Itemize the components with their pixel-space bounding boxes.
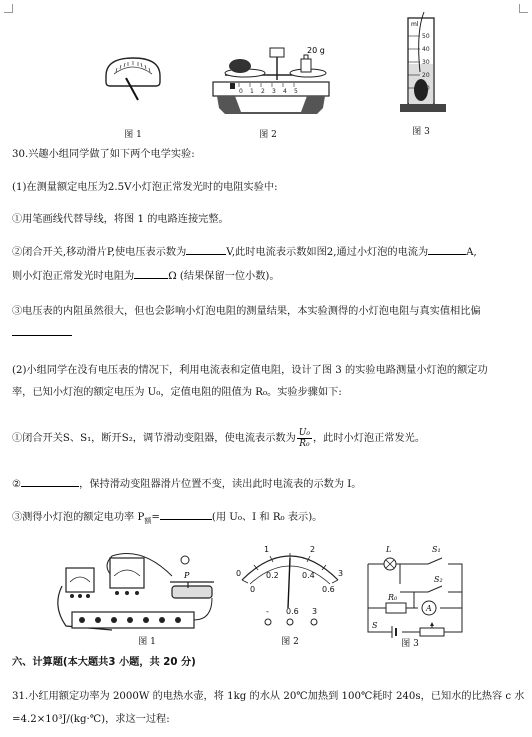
svg-text:2: 2: [261, 88, 265, 95]
bias-blank[interactable]: [12, 335, 72, 336]
q30-step1: ①用笔画线代替导线，将图 1 的电路连接完整。: [12, 214, 229, 225]
switch-S1-label: S₁: [432, 545, 441, 554]
dial-tick-0: 0: [236, 569, 242, 578]
fig2-bottom-caption: 图 2: [281, 637, 299, 647]
fraction-denominator: R₀: [299, 438, 310, 449]
svg-text:0: 0: [239, 88, 243, 95]
measuring-cylinder-figure: [398, 12, 448, 114]
corner-mark-top-left: [4, 4, 13, 13]
slider-p-label: P: [184, 571, 190, 580]
switch-S2-label: S₂: [434, 575, 443, 584]
fig1-bottom-caption: 图 1: [138, 637, 156, 647]
q30-step2-text-c: A,: [466, 247, 477, 258]
fig3-top-caption: 图 3: [412, 127, 430, 137]
q30-part2-step3-text-c: (用 U₀、I 和 R₀ 表示)。: [211, 512, 323, 523]
q30-step2-text-a: ②闭合开关,移动滑片P,使电压表示数为: [12, 247, 187, 258]
terminal-3-label: 3: [312, 607, 318, 616]
q30-part2-step1-text-b: ，此时小灯泡正常发光。: [313, 433, 426, 444]
circuit-diagram-figure: [362, 542, 470, 640]
voltage-blank[interactable]: [186, 254, 226, 255]
q31-line1: 31.小红用额定功率为 2000W 的电热水壶，将 1kg 的水从 20℃加热到 100℃耗时 240s，已知水的比热容 c 水: [12, 691, 525, 702]
ammeter-A-label: A: [426, 604, 432, 613]
fraction-numerator: U₀: [298, 427, 310, 438]
weight-label: 20 g: [307, 46, 325, 55]
fig3-bottom-caption: 图 3: [401, 639, 419, 649]
resistor-R0-label: R₀: [388, 593, 398, 602]
dial-tick-0-inner: 0: [250, 585, 256, 594]
dial-tick-0.6: 0.6: [322, 585, 335, 594]
q30-part2-step2: [12, 478, 524, 492]
dial-tick-0.4: 0.4: [302, 571, 315, 580]
q30-part1-intro: (1)在测量额定电压为2.5V小灯泡正常发光时的电阻实验中:: [12, 182, 278, 193]
svg-text:3: 3: [272, 88, 276, 95]
terminal-minus-label: -: [266, 607, 269, 616]
dial-tick-3: 3: [338, 569, 344, 578]
fig2-top-caption: 图 2: [259, 130, 277, 140]
dial-tick-2: 2: [310, 545, 316, 554]
switch-S-label: S: [372, 621, 378, 630]
q30-step2-text-e: Ω (结果保留一位小数)。: [168, 271, 280, 282]
q30-step2-text-d: 则小灯泡正常发光时电阻为: [12, 271, 135, 282]
q30-step3: ③电压表的内阻虽然很大，但也会影响小灯泡电阻的测量结果，本实验测得的小灯泡电阻与真实值相比偏: [12, 306, 481, 317]
lamp-L-label: L: [386, 545, 392, 554]
q30-step2-text-b: V,此时电流表示数如图2,通过小灯泡的电流为: [226, 247, 429, 258]
q30-part2-step2-text-a: ②: [12, 479, 22, 490]
section-6-heading: 六、计算题(本大题共3 小题，共 20 分): [12, 657, 196, 668]
q30-part2-step3-text-a: ③测得小灯泡的额定电功率 P: [12, 512, 145, 523]
fig1-top-caption: 图 1: [124, 130, 142, 140]
q30-part2-step2-text-b: ，保持滑动变阻器滑片位置不变，读出此时电流表的示数为 I。: [79, 479, 362, 490]
svg-text:10: 10: [422, 85, 430, 92]
corner-mark-top-right: [519, 4, 528, 13]
q31-line2: =4.2×10³J/(kg·℃)，求这一过程:: [12, 714, 170, 725]
resistance-blank[interactable]: [134, 278, 168, 279]
q30-part2-line1: (2)小组同学在没有电压表的情况下，利用电流表和定值电阻，设计了图 3 的实验电路测量小灯泡的额定功: [12, 365, 488, 376]
q30-part2-line2: 率，已知小灯泡的额定电压为 U₀，定值电阻的阻值为 R₀。实验步骤如下:: [12, 387, 342, 398]
dial-tick-1: 1: [264, 545, 270, 554]
q30-part2-step1-text-a: ①闭合开关S、S₁，断开S₂，调节滑动变阻器，使电流表示数为: [12, 433, 296, 444]
u0-over-r0-fraction: [297, 428, 312, 449]
svg-text:50: 50: [422, 33, 430, 40]
current-blank[interactable]: [428, 254, 466, 255]
svg-text:1: 1: [250, 88, 254, 95]
svg-text:5: 5: [294, 88, 298, 95]
svg-text:30: 30: [422, 59, 430, 66]
dial-tick-0.2: 0.2: [266, 571, 279, 580]
circuit-apparatus-figure: [52, 546, 227, 642]
p-rated-subscript: 额: [144, 517, 152, 526]
cylinder-unit-label: ml: [411, 21, 419, 28]
step2-action-blank[interactable]: [21, 486, 79, 487]
svg-text:20: 20: [422, 72, 430, 79]
power-formula-blank[interactable]: [160, 519, 212, 520]
svg-text:4: 4: [283, 88, 287, 95]
q30-part2-step3: [12, 511, 524, 528]
balance-scale-figure: [205, 42, 335, 122]
q30-part2-step3-text-b: =: [151, 512, 160, 523]
ammeter-dial-figure: [228, 538, 353, 634]
svg-text:40: 40: [422, 46, 430, 53]
terminal-0.6-label: 0.6: [286, 607, 299, 616]
q30-step2-line2: [12, 270, 524, 284]
q30-title: 30.兴趣小组同学做了如下两个电学实验:: [12, 149, 195, 160]
q30-part2-step1: [12, 424, 524, 454]
voltmeter-figure: [98, 52, 168, 104]
q30-step2-line1: [12, 246, 524, 260]
q30-step3-answer-line: [12, 327, 524, 341]
